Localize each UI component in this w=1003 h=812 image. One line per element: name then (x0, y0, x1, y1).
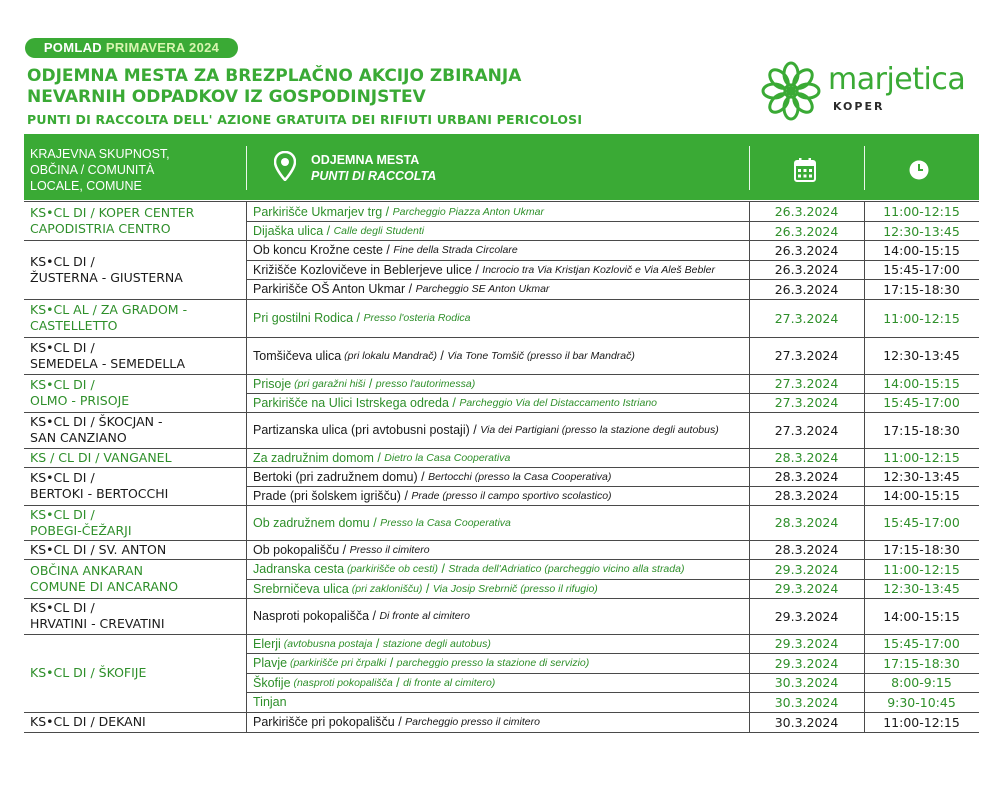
table-row (246, 599, 979, 634)
collection-point: Parkirišče pri pokopališču / Parcheggio presso il cimitero (253, 715, 540, 729)
collection-date: 30.3.2024 (774, 714, 839, 730)
collection-date: 28.3.2024 (774, 542, 839, 557)
collection-date: 27.3.2024 (774, 376, 839, 391)
collection-date: 30.3.2024 (774, 675, 839, 691)
location-group (24, 506, 979, 541)
collection-time: 12:30-13:45 (883, 348, 960, 363)
collection-point: Nasproti pokopališča / Di fronte al cimitero (253, 609, 470, 623)
location-name: KS•CL DI / SV. ANTON (30, 541, 167, 557)
season-badge (25, 38, 238, 58)
collection-point: Ob pokopališču / Presso il cimitero (253, 542, 430, 557)
collection-date: 27.3.2024 (774, 348, 839, 363)
collection-point: Bertoki (pri zadružnem domu) / Bertocchi (presso la Casa Cooperativa) (253, 469, 612, 484)
table-row (246, 673, 979, 693)
collection-date: 29.3.2024 (774, 636, 839, 652)
collection-point: Tinjan (253, 695, 287, 710)
table-header (24, 134, 979, 200)
collection-point: Za zadružnim domom / Dietro la Casa Cooperativa (253, 450, 511, 465)
collection-point: Parkirišče OŠ Anton Ukmar / Parcheggio SE Anton Ukmar (253, 282, 550, 297)
table-row (246, 221, 979, 240)
location-name: KS•CL DI / HRVATINI - CREVATINI (30, 600, 165, 631)
clock-icon (909, 160, 929, 180)
collection-date: 27.3.2024 (774, 310, 839, 326)
collection-date: 28.3.2024 (774, 450, 839, 465)
table-row (246, 486, 979, 505)
collection-time: 17:15-18:30 (883, 281, 960, 297)
table-row (246, 579, 979, 598)
collection-time: 17:15-18:30 (883, 655, 960, 671)
table-row (246, 260, 979, 280)
table-row (246, 449, 979, 467)
collection-point: Prade (pri šolskem igrišču) / Prade (presso il campo sportivo scolastico) (253, 488, 612, 503)
table-row (246, 375, 979, 393)
collection-time: 14:00-15:15 (883, 376, 960, 391)
page-subtitle: PUNTI DI RACCOLTA DELL' AZIONE GRATUITA DEI RIFIUTI URBANI PERICOLOSI (27, 112, 583, 127)
collection-date: 27.3.2024 (774, 422, 839, 438)
table-row (246, 635, 979, 654)
location-name: KS•CL DI / ŽUSTERNA - GIUSTERNA (30, 253, 183, 285)
table-row (246, 468, 979, 486)
collection-point: Srebrničeva ulica (pri zaklonišču) / Via Josip Srebrnič (presso il rifugio) (253, 581, 598, 596)
collection-time: 15:45-17:00 (883, 515, 960, 530)
collection-date: 29.3.2024 (774, 581, 839, 596)
marjetica-logo (760, 60, 975, 120)
location-group (24, 375, 979, 413)
collection-point: Pri gostilni Rodica / Presso l'osteria Rodica (253, 311, 471, 325)
collection-point: Ob koncu Krožne ceste / Fine della Strada Circolare (253, 243, 518, 258)
location-group (24, 635, 979, 713)
table-row (246, 541, 979, 559)
table-row (246, 202, 979, 221)
collection-point: Partizanska ulica (pri avtobusni postaji) / Via dei Partigiani (presso la stazione degli autobus) (253, 423, 719, 437)
collection-date: 26.3.2024 (774, 223, 839, 239)
location-name: KS•CL DI / ŠKOCJAN - SAN CANZIANO (30, 414, 163, 445)
table-row (246, 279, 979, 299)
collection-time: 14:00-15:15 (883, 608, 960, 624)
logo-name: marjetica (828, 62, 966, 97)
table-row (246, 713, 979, 732)
location-group (24, 468, 979, 506)
collection-time: 17:15-18:30 (883, 422, 960, 438)
location-group (24, 201, 979, 241)
flower-icon (760, 60, 822, 122)
table-row (246, 338, 979, 374)
location-group (24, 300, 979, 338)
collection-date: 26.3.2024 (774, 281, 839, 297)
location-group (24, 241, 979, 300)
location-name: KS•CL DI / ŠKOFIJE (30, 665, 147, 680)
collection-point: Elerji (avtobusna postaja / stazione degli autobus) (253, 636, 491, 651)
collection-time: 14:00-15:15 (883, 488, 960, 503)
badge-part2: PRIMAVERA 2024 (105, 40, 220, 55)
page-title: ODJEMNA MESTA ZA BREZPLAČNO AKCIJO ZBIRANJA (27, 66, 522, 86)
collection-point: Parkirišče na Ulici Istrskega odreda / Parcheggio Via del Distaccamento Istriano (253, 395, 658, 410)
collection-date: 28.3.2024 (774, 488, 839, 503)
location-name: KS•CL DI / SEMEDELA - SEMEDELLA (30, 339, 186, 371)
location-name: KS / CL DI / VANGANEL (30, 449, 172, 465)
location-group (24, 413, 979, 449)
collection-time: 14:00-15:15 (883, 242, 960, 258)
table-row (246, 300, 979, 337)
calendar-icon (794, 158, 816, 182)
collection-date: 28.3.2024 (774, 515, 839, 530)
collection-time: 11:00-12:15 (883, 561, 960, 577)
collection-date: 29.3.2024 (774, 608, 839, 624)
collection-time: 8:00-9:15 (891, 675, 952, 691)
table-row (246, 692, 979, 712)
location-name: KS•CL DI / POBEGI-ČEŽARJI (30, 506, 132, 538)
location-name: KS•CL AL / ZA GRADOM - CASTELLETTO (30, 302, 188, 333)
location-pin-icon (274, 151, 296, 181)
collection-date: 26.3.2024 (774, 204, 839, 219)
location-name: KS•CL DI / BERTOKI - BERTOCCHI (30, 470, 169, 501)
collection-point: Dijaška ulica / Calle degli Studenti (253, 224, 425, 238)
collection-date: 26.3.2024 (774, 242, 839, 258)
badge-part1: POMLAD (43, 40, 102, 55)
table-row (246, 393, 979, 412)
page-title-line2: NEVARNIH ODPADKOV IZ GOSPODINJSTEV (27, 87, 426, 107)
collection-time: 15:45-17:00 (883, 262, 960, 278)
collection-time: 11:00-12:15 (883, 714, 960, 730)
table-row (246, 506, 979, 540)
collection-point: Križišče Kozlovičeve in Beblerjeve ulice / Incrocio tra Via Kristjan Kozlovič e Via Aleš Bebler (253, 262, 715, 277)
header-location: KRAJEVNA SKUPNOST, OBČINA / COMUNITÀ LOCALE, COMUNE (30, 147, 170, 193)
collection-point: Jadranska cesta (parkirišče ob cesti) / Strada dell'Adriatico (parcheggio vicino alla strada) (253, 562, 685, 576)
table-row (246, 413, 979, 448)
location-group (24, 541, 979, 560)
collection-time: 12:30-13:45 (883, 223, 960, 239)
collection-time: 11:00-12:15 (883, 204, 960, 219)
collection-point: Plavje (parkirišče pri črpalki / parcheggio presso la stazione di servizio) (253, 656, 590, 671)
collection-point: Ob zadružnem domu / Presso la Casa Cooperativa (253, 515, 511, 530)
collection-time: 12:30-13:45 (883, 469, 960, 484)
collection-time: 9:30-10:45 (887, 694, 956, 710)
schedule-table (24, 201, 979, 733)
logo-subtitle: KOPER (833, 100, 885, 113)
collection-date: 30.3.2024 (774, 694, 839, 710)
collection-date: 26.3.2024 (774, 262, 839, 278)
collection-time: 15:45-17:00 (883, 636, 960, 652)
collection-date: 29.3.2024 (774, 655, 839, 671)
location-group (24, 599, 979, 635)
collection-point: Prisoje (pri garažni hiši / presso l'autorimessa) (253, 376, 476, 391)
collection-time: 17:15-18:30 (883, 542, 960, 557)
table-row (246, 653, 979, 673)
collection-date: 27.3.2024 (774, 395, 839, 410)
header-place-subtitle: PUNTI DI RACCOLTA (311, 169, 437, 183)
location-group (24, 560, 979, 599)
collection-time: 11:00-12:15 (883, 310, 960, 326)
collection-date: 28.3.2024 (774, 469, 839, 484)
location-group (24, 449, 979, 468)
header-place-title: ODJEMNA MESTA (311, 153, 420, 167)
location-name: KS•CL DI / KOPER CENTER CAPODISTRIA CENTRO (30, 205, 195, 236)
location-group (24, 338, 979, 375)
collection-time: 12:30-13:45 (883, 581, 960, 596)
collection-date: 29.3.2024 (774, 561, 839, 577)
collection-point: Parkirišče Ukmarjev trg / Parcheggio Piazza Anton Ukmar (253, 204, 544, 219)
location-name: KS•CL DI / OLMO - PRISOJE (30, 377, 130, 408)
location-name: KS•CL DI / DEKANI (30, 714, 146, 729)
table-row (246, 560, 979, 579)
collection-time: 15:45-17:00 (883, 395, 960, 410)
location-name: OBČINA ANKARAN COMUNE DI ANCARANO (30, 562, 179, 594)
collection-time: 11:00-12:15 (883, 450, 960, 465)
table-row (246, 241, 979, 260)
collection-point: Škofije (nasproti pokopališča / di fronte al cimitero) (253, 675, 496, 690)
location-group (24, 713, 979, 733)
collection-point: Tomšičeva ulica (pri lokalu Mandrač) / Via Tone Tomšič (presso il bar Mandrač) (253, 348, 635, 363)
